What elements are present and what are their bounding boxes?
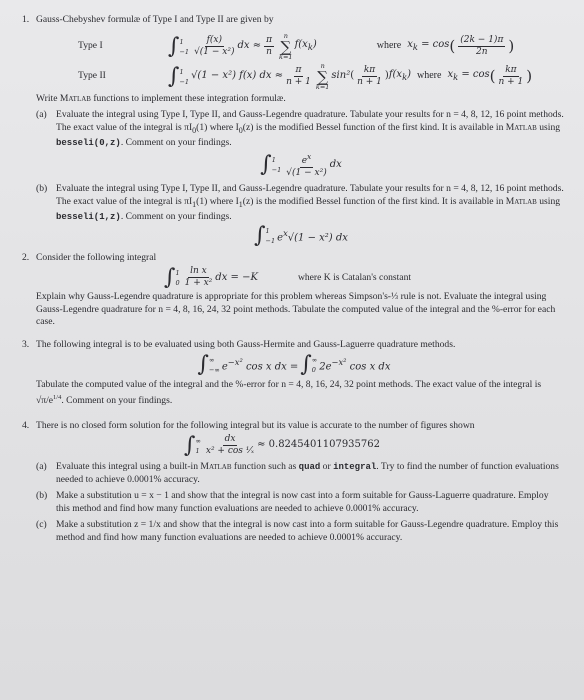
problem-3 — [22, 339, 564, 408]
problem-intro: Consider the following integral — [36, 251, 157, 263]
problem-4 — [22, 420, 564, 545]
integral-2: ∫ 1 0 $\frac{\text{ln x}}{\text{1 + x²}}$ dx = −K where K is Catalan's constant — [164, 264, 412, 290]
problem-intro: The following integral is to be evaluated using both Gauss-Hermite and Gauss-Laguerre quadrature methods. — [36, 338, 456, 350]
type1-label: Type I — [78, 40, 103, 52]
subpart-1a: (a) Evaluate the integral using Type I, Type II, and Gauss-Legendre quadrature. Tabulate your results for n = 4, 8, 12, 16 point methods. The exact value of the integral is $\pi I_0(1)$ where $I_0(z)$ is the modified Bessel function of the first kind. It is available in Matlab using besseli(0,z). Comment on your findings. — [36, 109, 564, 148]
problem-2 — [22, 252, 564, 329]
matlab-name: Matlab — [59, 92, 91, 104]
subpart-1b: (b) Evaluate the integral using Type I, Type II, and Gauss-Legendre quadrature. Tabulate your results for n = 4, 8, 12, 16 point methods. The exact value of the integral is $\pi I_1(1)$ where $I_1(z)$ is the modified Bessel function of the first kind. It is available in Matlab using besseli(1,z). Comment on your findings. — [36, 183, 564, 223]
integral-value: ≈ 0.8245401107935762 — [257, 439, 380, 451]
code-besseli1: besseli(1,z) — [56, 212, 121, 223]
problem-intro: Gauss-Chebyshev formulæ of Type I and Type II are given by — [36, 14, 274, 25]
type1-formula: Type I ∫ 1 −1 $\frac{f(x)}{\text{√(1 − x²)}}$ dx ≈ $\frac{\pi}{n}$ n ∑ k=1 $f(x_k)$ where $x_k = \cos$ ( $\frac{(2k - 1)\pi}{2n}$ ) — [78, 31, 515, 61]
problem-number: 1. — [22, 14, 30, 25]
code-integral: integral — [333, 462, 377, 472]
integral-1a: ∫ 1 −1 $\frac{e^x}{\text{√(1 − x²)}}$ dx — [260, 152, 342, 179]
catalan-note: where K is Catalan's constant — [297, 271, 412, 283]
subpart-4b: (b) Make a substitution u = x − 1 and show that the integral is now cast into a form suitable for Gauss-Laguerre quadrature. Employ this method and find how many function evaluations are needed to achieve 0.0001% accuracy. — [36, 490, 549, 514]
code-besseli0: besseli(0,z) — [56, 137, 121, 148]
problem-3-body: Tabulate the computed value of the integral and the %-error for n = 4, 8, 16, 24, 32 point methods. The exact value of the integral is $√\pi/e^{1/4}$. Comment on your findings. — [36, 379, 542, 406]
integral-3: ∫ ∞ −∞ $e^{-x^2}$ cos x dx = ∫ ∞ 0 $2e^{-x^2}$ cos x dx — [197, 352, 391, 378]
problem-number: 2. — [22, 251, 30, 263]
integral-1b: ∫ 1 −1 $e^x√(1 - x^2)$ dx — [254, 222, 348, 248]
problem-number: 4. — [22, 419, 30, 431]
problem-1 — [22, 14, 564, 246]
subpart-4c: (c) Make a substitution z = 1/x and show that the integral is now cast into a form suitable for Gauss-Legendre quadrature. Employ this method and find how many function evaluations are needed to achieve 0.0001% accuracy. — [36, 519, 559, 543]
integral-4: ∫ ∞ 1 $\frac{dx}{\text{x² + cos ¹⁄ₓ}}$ ≈ 0.8245401107935762 — [184, 432, 380, 458]
where-label-2: where — [417, 70, 442, 82]
write-instruction: Write Matlab functions to implement these integration formulæ. — [36, 92, 286, 104]
subpart-4a: (a) Evaluate this integral using a built-in Matlab function such as quad or integral. Try to find the number of function evaluations needed to achieve 0.0001% accuracy. — [36, 461, 559, 485]
problem-number: 3. — [22, 338, 30, 350]
code-quad: quad — [298, 462, 321, 472]
type2-formula: Type II ∫ 1 −1 √(1 − x²) f(x) dx ≈ $\frac{\pi}{n + 1}$ n ∑ k=1 sin² ( $\frac{k\pi}{n + 1}$ ) $f(x_k)$ where $x_k = \cos$ ( $\frac{k\pi}{n + 1}$ ) — [78, 61, 533, 91]
problem-2-body: Explain why Gauss-Legendre quadrature is appropriate for this problem whereas Simpson's-⅓ rule is not. Evaluate the integral using Gauss-Legendre quadrature for n = 4, 8, 16, 24, 32 point methods. Tabulate the computed value of the integral and the %-error for each case. — [36, 291, 556, 328]
where-label: where — [376, 40, 402, 52]
type2-label: Type II — [78, 70, 106, 82]
problem-intro: There is no closed form solution for the following integral but its value is accurate to the number of figures shown — [36, 419, 475, 431]
